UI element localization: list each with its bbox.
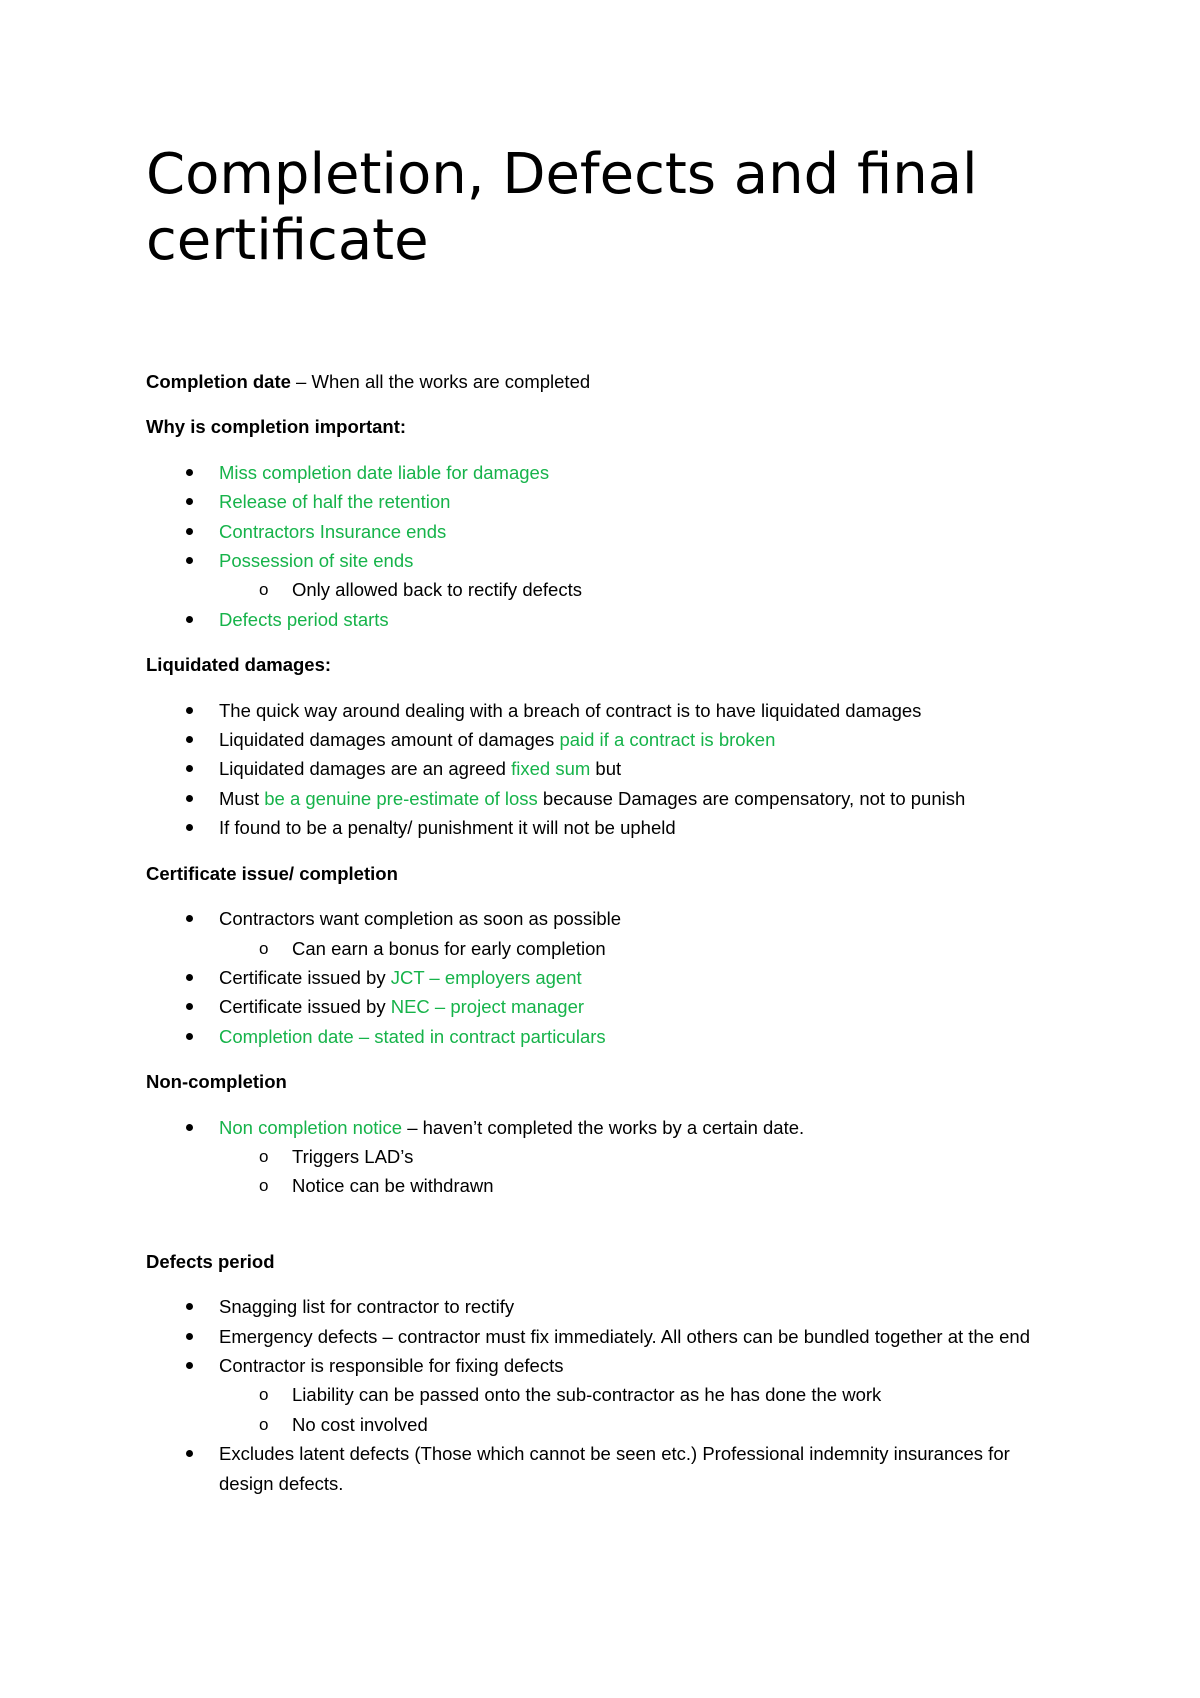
liquidated-damages-list — [146, 696, 1066, 843]
completion-date-text: – When all the works are completed — [290, 371, 591, 392]
sub-list-item: o Triggers LAD’s — [219, 1142, 1066, 1171]
list-item: Miss completion date liable for damages — [146, 458, 1066, 487]
list-item — [146, 992, 1066, 1021]
list-item-text: – haven’t completed the works by a certain date. — [402, 1116, 805, 1138]
list-item: Emergency defects – contractor must fix immediately. All others can be bundled together at the end — [146, 1322, 1066, 1351]
list-item-text: Liquidated damages amount of damages — [219, 729, 560, 751]
list-item-text: Contractor is responsible for fixing defects — [219, 1354, 564, 1376]
list-item-text: Must — [219, 787, 265, 809]
list-item-text: because Damages are compensatory, not to punish — [537, 787, 966, 809]
completion-date-definition — [146, 367, 1066, 396]
sub-list-item: o Only allowed back to rectify defects — [219, 575, 1066, 604]
list-item: If found to be a penalty/ punishment it will not be upheld — [146, 813, 1066, 842]
list-item-text: Certificate issued by — [219, 996, 391, 1018]
defects-period-list — [146, 1292, 1066, 1498]
sub-list-item: o Notice can be withdrawn — [219, 1171, 1066, 1200]
list-item: Snagging list for contractor to rectify — [146, 1292, 1066, 1321]
non-completion-list — [146, 1113, 1066, 1201]
highlight-text: NEC – project manager — [390, 996, 585, 1018]
list-item — [146, 725, 1066, 754]
list-item-text: Contractors want completion as soon as possible — [219, 908, 622, 930]
sub-list-item: o Liability can be passed onto the sub-contractor as he has done the work — [219, 1380, 1066, 1409]
sub-list — [219, 934, 1066, 963]
list-item: Release of half the retention — [146, 487, 1066, 516]
highlight-text: JCT – employers agent — [390, 966, 582, 988]
list-item — [146, 784, 1066, 813]
list-item: Excludes latent defects (Those which cannot be seen etc.) Professional indemnity insurances for design defects. — [146, 1439, 1066, 1498]
section-spacer — [146, 1217, 1066, 1247]
sub-list-item: o No cost involved — [219, 1410, 1066, 1439]
list-item: Defects period starts — [146, 605, 1066, 634]
list-item — [146, 1113, 1066, 1201]
highlight-text: be a genuine pre-estimate of loss — [264, 787, 538, 809]
sub-list — [219, 575, 1066, 604]
list-item — [146, 963, 1066, 992]
list-item-text: Certificate issued by — [219, 966, 391, 988]
highlight-text: fixed sum — [511, 758, 591, 780]
list-item-text: Possession of site ends — [219, 550, 414, 572]
sub-list-item: o Can earn a bonus for early completion — [219, 934, 1066, 963]
sub-list — [219, 1142, 1066, 1201]
list-item — [146, 754, 1066, 783]
list-item — [146, 546, 1066, 605]
list-item: The quick way around dealing with a breach of contract is to have liquidated damages — [146, 696, 1066, 725]
completion-date-term: Completion date — [146, 371, 291, 392]
certificate-issue-heading: Certificate issue/ completion — [146, 862, 398, 884]
why-important-list — [146, 458, 1066, 634]
document-body — [146, 367, 1066, 1514]
list-item — [146, 1351, 1066, 1439]
certificate-issue-list — [146, 904, 1066, 1051]
document-title: Completion, Defects and final certificate — [146, 142, 978, 273]
why-important-heading: Why is completion important: — [146, 416, 407, 438]
highlight-text: paid if a contract is broken — [559, 729, 776, 751]
highlight-text: Non completion notice — [219, 1116, 403, 1138]
list-item: Contractors Insurance ends — [146, 517, 1066, 546]
defects-period-heading: Defects period — [146, 1250, 275, 1272]
sub-list — [219, 1380, 1066, 1439]
non-completion-heading: Non-completion — [146, 1071, 287, 1093]
list-item — [146, 904, 1066, 963]
list-item-text: but — [590, 758, 622, 780]
list-item-text: Liquidated damages are an agreed — [219, 758, 512, 780]
list-item: Completion date – stated in contract particulars — [146, 1022, 1066, 1051]
liquidated-damages-heading: Liquidated damages: — [146, 654, 332, 676]
